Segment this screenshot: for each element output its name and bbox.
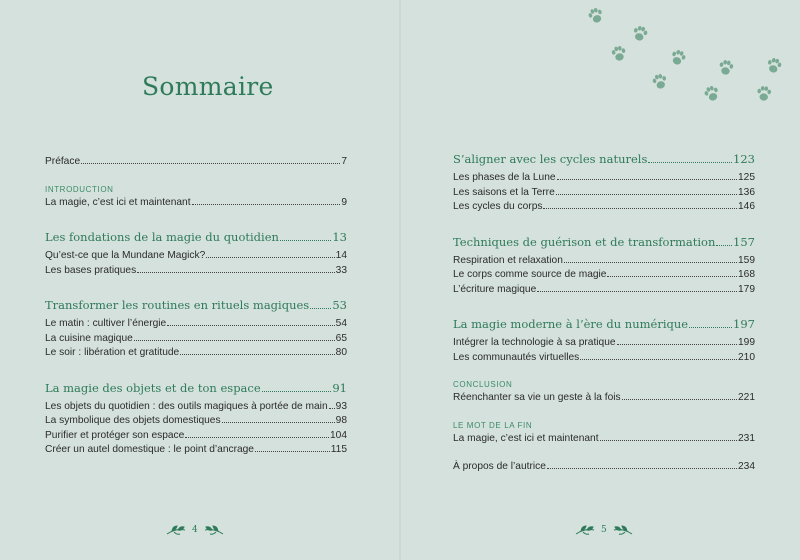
- dot-leader: [81, 163, 340, 164]
- leaf-sprig-icon: [613, 524, 633, 536]
- toc-entry: [453, 336, 755, 351]
- toc-page-number: 65: [335, 332, 347, 344]
- folio-right: [575, 524, 633, 536]
- toc-entry-title: Les objets du quotidien : des outils magiques à portée de main: [45, 400, 328, 412]
- table-of-contents-right: [453, 150, 755, 475]
- dot-leader: [580, 359, 737, 360]
- toc-entry: [45, 346, 347, 361]
- toc-entry: [45, 332, 347, 347]
- toc-entry-title: Le soir : libération et gratitude: [45, 347, 180, 358]
- toc-entry: [45, 400, 347, 415]
- dot-leader: [648, 162, 732, 163]
- leaf-sprig-icon: [166, 524, 186, 536]
- section-label: CONCLUSION: [453, 380, 513, 389]
- dot-leader: [607, 276, 737, 277]
- dot-leader: [206, 257, 334, 258]
- dot-leader: [564, 262, 737, 263]
- toc-entry: [45, 264, 347, 279]
- toc-page-number: 115: [330, 444, 347, 455]
- toc-page-number: 104: [330, 429, 347, 441]
- toc-entry-title: Les saisons et la Terre: [453, 186, 555, 198]
- toc-chapter: [453, 233, 755, 251]
- dot-leader: [192, 204, 341, 205]
- toc-page-number: 199: [738, 337, 755, 348]
- page-number: 4: [192, 525, 198, 535]
- toc-page-number: 33: [335, 264, 347, 276]
- toc-page-number: 53: [332, 298, 347, 312]
- toc-page-number: 221: [738, 392, 755, 403]
- dot-leader: [617, 344, 737, 345]
- right-page: [400, 0, 800, 560]
- dot-leader: [329, 408, 335, 409]
- toc-entry-title: La magie, c’est ici et maintenant: [453, 432, 599, 444]
- toc-entry: [453, 171, 755, 186]
- toc-page-number: 234: [738, 461, 755, 472]
- toc-page-number: 157: [733, 234, 755, 249]
- toc-entry-title: La magie, c’est ici et maintenant: [45, 196, 191, 208]
- toc-entry-title: Le matin : cultiver l’énergie: [45, 318, 167, 329]
- dot-leader: [185, 437, 329, 438]
- dot-leader: [167, 325, 334, 326]
- toc-page-number: 231: [738, 432, 755, 444]
- dot-leader: [689, 327, 732, 328]
- toc-page-number: 93: [335, 400, 347, 412]
- toc-entry-title: Créer un autel domestique : le point d’ancrage: [45, 444, 254, 455]
- dot-leader: [543, 208, 737, 209]
- toc-entry: [453, 391, 755, 406]
- dot-leader: [622, 399, 737, 400]
- toc-page-number: 179: [738, 283, 755, 295]
- leaf-sprig-icon: [204, 524, 224, 536]
- leaf-sprig-icon: [575, 524, 595, 536]
- toc-chapter: [45, 379, 347, 397]
- toc-entry-title: Les cycles du corps: [453, 201, 543, 212]
- toc-entry-title: L’écriture magique: [453, 283, 537, 295]
- dot-leader: [557, 179, 737, 180]
- toc-entry-title: La magie des objets et de ton espace: [45, 380, 261, 395]
- toc-entry: [45, 443, 347, 458]
- toc-entry: [453, 186, 755, 201]
- toc-entry: [453, 432, 755, 447]
- page-number: 5: [601, 525, 607, 535]
- toc-page-number: 123: [733, 152, 755, 166]
- toc-page-number: 54: [335, 318, 347, 329]
- toc-entry: [45, 249, 347, 264]
- toc-page-number: 159: [738, 254, 755, 266]
- toc-page-number: 9: [341, 196, 347, 208]
- toc-page-number: 136: [738, 186, 755, 198]
- toc-chapter: [45, 296, 347, 314]
- toc-entry-title: Techniques de guérison et de transformation: [453, 234, 716, 249]
- toc-page-number: 125: [738, 172, 755, 183]
- table-of-contents-left: [45, 155, 347, 458]
- toc-entry: [453, 351, 755, 366]
- toc-page-number: 197: [733, 317, 755, 331]
- toc-page-number: 13: [332, 230, 347, 244]
- toc-page-number: 210: [738, 351, 755, 363]
- dot-leader: [716, 245, 732, 246]
- toc-page-number: 146: [738, 201, 755, 212]
- toc-entry: [45, 414, 347, 429]
- toc-entry: [453, 200, 755, 215]
- dot-leader: [280, 240, 331, 241]
- section-label: LE MOT DE LA FIN: [453, 420, 533, 430]
- toc-entry-title: Intégrer la technologie à sa pratique: [453, 337, 616, 348]
- toc-entry: [453, 268, 755, 283]
- dot-leader: [222, 422, 335, 423]
- toc-entry-title: Qu’est-ce que la Mundane Magick?: [45, 250, 206, 261]
- dot-leader: [255, 451, 330, 452]
- dot-leader: [556, 194, 737, 195]
- toc-chapter: [45, 228, 347, 246]
- toc-page-number: 80: [335, 347, 347, 358]
- toc-entry-title: Transformer les routines en rituels magiques: [45, 298, 310, 312]
- toc-entry: [453, 254, 755, 269]
- toc-entry: [45, 155, 347, 170]
- dot-leader: [547, 468, 737, 469]
- toc-entry-title: Les fondations de la magie du quotidien: [45, 230, 279, 244]
- folio-left: [166, 524, 224, 536]
- toc-entry-title: Préface: [45, 156, 81, 167]
- section-label: INTRODUCTION: [45, 184, 114, 194]
- toc-page-number: 168: [738, 269, 755, 280]
- dot-leader: [310, 308, 331, 309]
- toc-entry-title: Les communautés virtuelles: [453, 351, 580, 363]
- toc-page-number: 7: [341, 156, 347, 167]
- toc-entry: [45, 429, 347, 444]
- dot-leader: [600, 440, 737, 441]
- toc-entry-title: À propos de l’autrice: [453, 461, 546, 472]
- toc-entry: [453, 460, 755, 475]
- toc-entry: [453, 283, 755, 298]
- toc-page-number: 98: [335, 415, 347, 426]
- toc-entry-title: S’aligner avec les cycles naturels: [453, 152, 648, 166]
- toc-entry: [45, 196, 347, 211]
- toc-chapter: [453, 315, 755, 333]
- dot-leader: [537, 291, 737, 292]
- toc-entry-title: Le corps comme source de magie: [453, 269, 607, 280]
- toc-entry-title: Les phases de la Lune: [453, 172, 556, 183]
- dot-leader: [262, 391, 332, 392]
- toc-entry-title: La symbolique des objets domestiques: [45, 415, 221, 426]
- dot-leader: [134, 340, 335, 341]
- toc-page-number: 91: [332, 380, 347, 395]
- toc-entry-title: Respiration et relaxation: [453, 254, 563, 266]
- page-title: Sommaire: [142, 72, 274, 101]
- toc-chapter: [453, 150, 755, 168]
- dot-leader: [137, 272, 334, 273]
- toc-entry-title: Les bases pratiques: [45, 264, 137, 276]
- toc-entry-title: Purifier et protéger son espace: [45, 429, 185, 441]
- toc-entry-title: Réenchanter sa vie un geste à la fois: [453, 392, 621, 403]
- dot-leader: [180, 354, 334, 355]
- toc-page-number: 14: [335, 250, 347, 261]
- toc-entry-title: La magie moderne à l’ère du numérique: [453, 317, 689, 331]
- toc-entry: [45, 317, 347, 332]
- toc-entry-title: La cuisine magique: [45, 332, 133, 344]
